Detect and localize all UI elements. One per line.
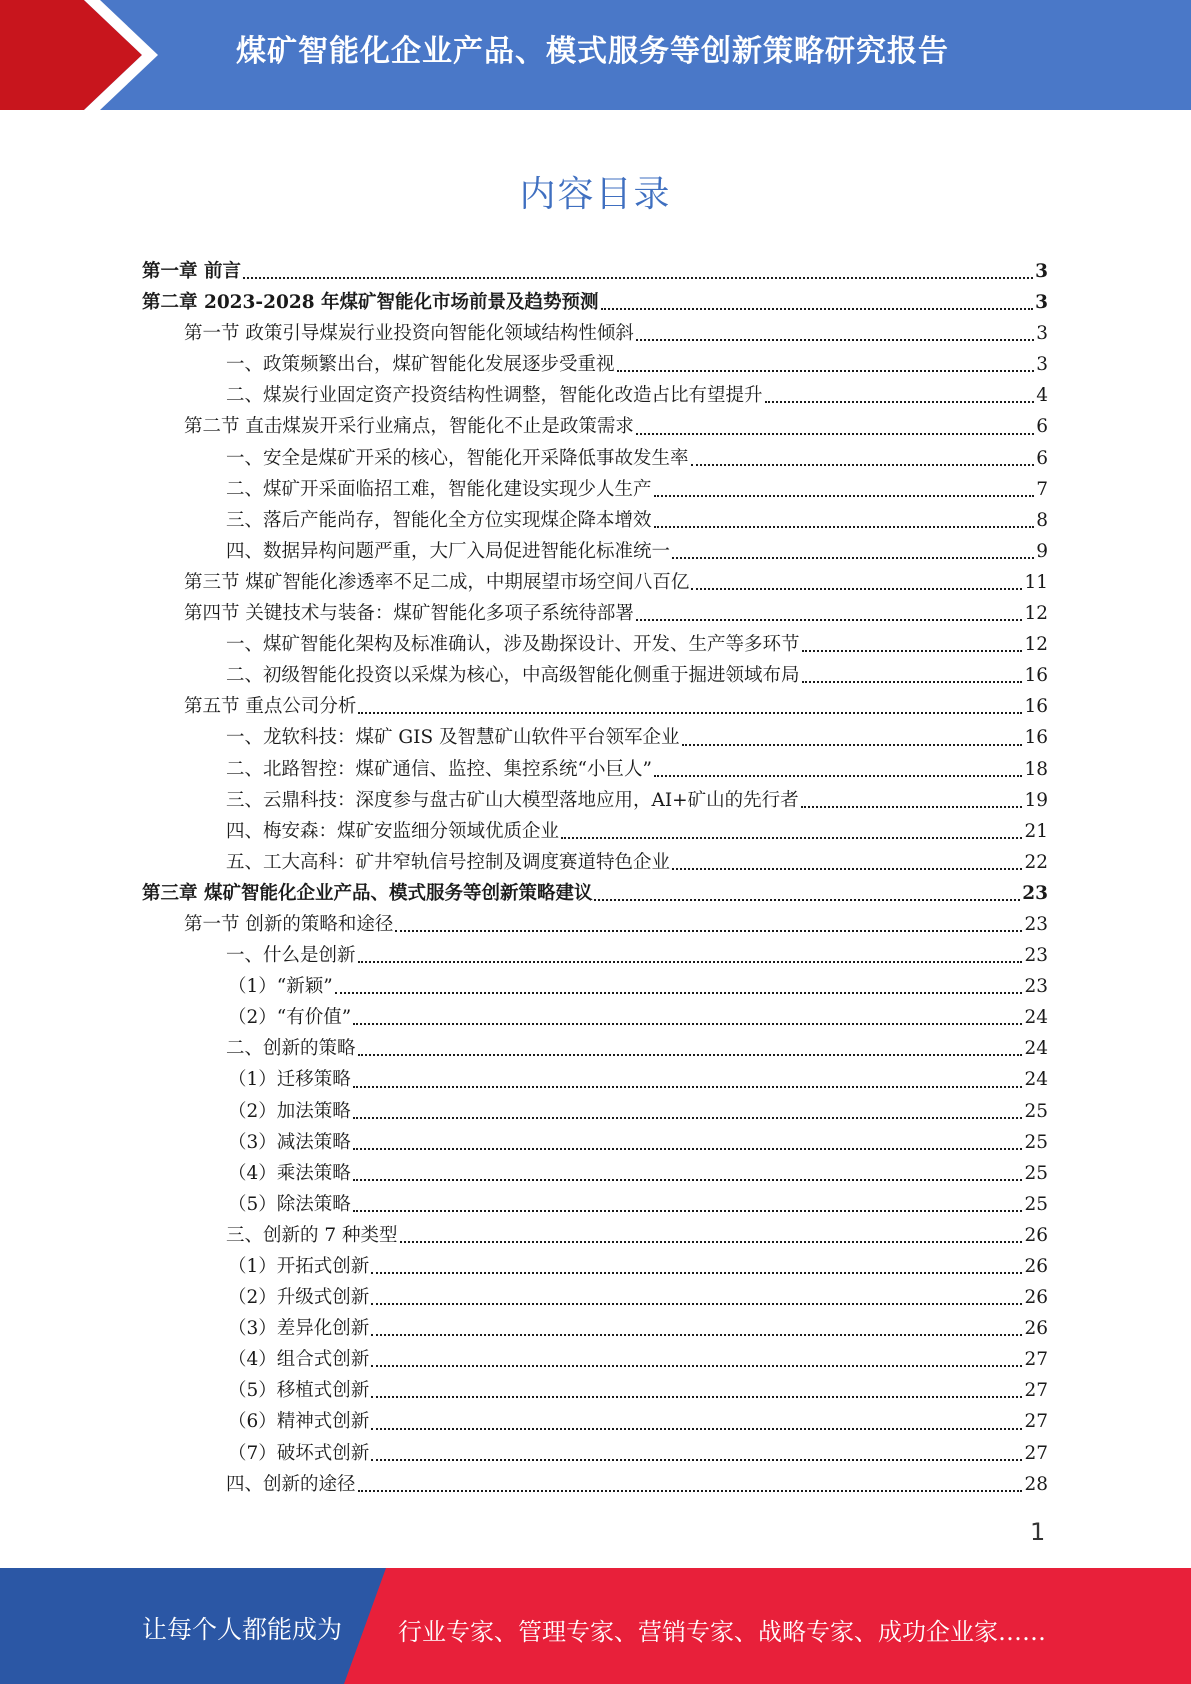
toc-dot-leader [801, 806, 1023, 808]
toc-entry[interactable] [142, 1064, 1048, 1095]
toc-dot-leader [358, 961, 1023, 963]
toc-entry-page: 26 [1024, 1256, 1048, 1277]
toc-entry[interactable] [142, 660, 1048, 691]
toc-entry-title: 第一节 创新的策略和途径 [184, 913, 394, 935]
footer-slogan-right: 行业专家、管理专家、营销专家、战略专家、成功企业家…… [398, 1618, 1046, 1646]
toc-entry-page: 28 [1024, 1473, 1048, 1495]
toc-entry-page: 3 [1036, 354, 1048, 376]
toc-entry-title: 二、北路智控：煤矿通信、监控、集控系统“小巨人” [226, 758, 652, 780]
toc-entry-title: 三、云鼎科技：深度参与盘古矿山大模型落地应用，AI+矿山的先行者 [226, 789, 799, 811]
footer-slogan-left: 让每个人都能成为 [142, 1615, 343, 1644]
toc-entry-page: 24 [1024, 1038, 1048, 1060]
toc-dot-leader [371, 1459, 1022, 1461]
toc-entry[interactable] [142, 940, 1048, 971]
toc-entry-title: 二、煤炭行业固定资产投资结构性调整，智能化改造占比有望提升 [226, 385, 763, 407]
toc-heading: 内容目录 [519, 174, 672, 215]
toc-dot-leader [358, 712, 1022, 714]
toc-entry-page: 25 [1024, 1193, 1048, 1215]
toc-entry[interactable] [142, 1313, 1048, 1344]
toc-entry-title: 三、创新的 7 种类型 [226, 1224, 398, 1246]
toc-dot-leader [353, 1210, 1023, 1212]
toc-entry[interactable] [142, 754, 1048, 785]
toc-dot-leader [395, 930, 1022, 932]
toc-dot-leader [335, 992, 1023, 994]
toc-entry-page: 3 [1035, 292, 1048, 314]
toc-dot-leader [765, 401, 1035, 403]
toc-entry[interactable] [142, 505, 1048, 536]
toc-entry-title: （2）加法策略 [228, 1100, 351, 1122]
toc-entry-page: 27 [1024, 1380, 1048, 1402]
toc-entry[interactable] [142, 256, 1048, 287]
toc-entry[interactable] [142, 1127, 1048, 1158]
toc-entry[interactable] [142, 411, 1048, 442]
toc-entry-page: 18 [1024, 758, 1048, 780]
toc-entry-title: 第四节 关键技术与装备：煤矿智能化多项子系统待部署 [184, 603, 634, 625]
toc-dot-leader [243, 277, 1033, 279]
toc-entry-page: 27 [1024, 1411, 1048, 1433]
toc-entry[interactable] [142, 1375, 1048, 1406]
toc-entry-page: 23 [1022, 882, 1048, 904]
toc-dot-leader [802, 681, 1023, 683]
toc-entry-page: 6 [1036, 416, 1048, 438]
toc-entry-title: 四、梅安森：煤矿安监细分领域优质企业 [226, 820, 560, 842]
toc-dot-leader [691, 464, 1035, 466]
toc-entry-page: 21 [1024, 820, 1048, 842]
toc-entry-page: 23 [1024, 913, 1048, 935]
toc-entry[interactable] [142, 1251, 1048, 1282]
page-footer [0, 1568, 1191, 1684]
toc-dot-leader [654, 526, 1035, 528]
toc-entry[interactable] [142, 847, 1048, 878]
toc-entry[interactable] [142, 909, 1048, 940]
toc-entry[interactable] [142, 691, 1048, 722]
toc-dot-leader [353, 1117, 1023, 1119]
page-header [0, 0, 1191, 110]
toc-entry-title: 二、创新的策略 [226, 1038, 356, 1060]
toc-entry-page: 25 [1024, 1162, 1048, 1184]
toc-dot-leader [636, 433, 1034, 435]
toc-entry-page: 25 [1024, 1131, 1048, 1153]
toc-entry-page: 16 [1024, 727, 1048, 749]
toc-entry-page: 3 [1035, 261, 1048, 282]
toc-entry-title: 一、龙软科技：煤矿 GIS 及智慧矿山软件平台领军企业 [226, 727, 680, 749]
toc-entry-title: （3）减法策略 [228, 1131, 351, 1153]
toc-entry[interactable] [142, 349, 1048, 380]
toc-entry-title: （7）破坏式创新 [228, 1442, 370, 1464]
toc-entry-page: 27 [1024, 1349, 1048, 1371]
toc-entry[interactable] [142, 536, 1048, 567]
toc-entry-title: （1）开拓式创新 [228, 1256, 370, 1277]
toc-dot-leader [601, 308, 1034, 310]
toc-entry-title: 一、政策频繁出台，煤矿智能化发展逐步受重视 [226, 354, 615, 376]
toc-entry[interactable] [142, 318, 1048, 349]
toc-entry[interactable] [142, 1096, 1048, 1127]
toc-dot-leader [561, 837, 1022, 839]
toc-entry-page: 4 [1036, 385, 1048, 407]
table-of-contents [142, 256, 1048, 1500]
toc-entry[interactable] [142, 1158, 1048, 1189]
toc-entry-page: 24 [1024, 1069, 1048, 1091]
toc-entry-title: （1）“新颖” [228, 976, 333, 998]
toc-dot-leader [353, 1148, 1023, 1150]
toc-entry[interactable] [142, 567, 1048, 598]
toc-entry-page: 26 [1024, 1287, 1048, 1309]
toc-entry-page: 12 [1024, 634, 1048, 656]
toc-entry-page: 27 [1024, 1442, 1048, 1464]
toc-entry-title: （4）组合式创新 [228, 1349, 370, 1371]
toc-dot-leader [353, 1086, 1023, 1088]
toc-dot-leader [358, 1054, 1023, 1056]
toc-entry-page: 22 [1024, 851, 1048, 873]
toc-dot-leader [654, 775, 1023, 777]
toc-entry-page: 3 [1036, 323, 1048, 345]
toc-entry-title: 第一节 政策引导煤炭行业投资向智能化领域结构性倾斜 [184, 323, 634, 345]
toc-entry-page: 9 [1036, 540, 1048, 562]
toc-dot-leader [594, 899, 1020, 901]
toc-entry[interactable] [142, 380, 1048, 411]
toc-entry-page: 26 [1024, 1318, 1048, 1340]
toc-entry-page: 24 [1024, 1007, 1048, 1029]
toc-dot-leader [371, 1334, 1022, 1336]
toc-entry[interactable] [142, 598, 1048, 629]
toc-entry[interactable] [142, 722, 1048, 753]
toc-entry-page: 25 [1024, 1100, 1048, 1122]
toc-dot-leader [371, 1365, 1022, 1367]
toc-dot-leader [353, 1179, 1023, 1181]
toc-entry[interactable] [142, 1220, 1048, 1251]
toc-entry-title: 一、安全是煤矿开采的核心，智能化开采降低事故发生率 [226, 447, 689, 469]
report-title: 煤矿智能化企业产品、模式服务等创新策略研究报告 [236, 34, 949, 69]
toc-dot-leader [353, 1023, 1022, 1025]
toc-entry[interactable] [142, 1344, 1048, 1375]
toc-entry-title: 二、煤矿开采面临招工难，智能化建设实现少人生产 [226, 478, 652, 500]
toc-entry-title: 四、创新的途径 [226, 1473, 356, 1495]
toc-dot-leader [672, 868, 1022, 870]
toc-entry-title: （5）除法策略 [228, 1193, 351, 1215]
toc-entry-page: 23 [1024, 945, 1048, 967]
toc-entry-title: 五、工大高科：矿井窄轨信号控制及调度赛道特色企业 [226, 851, 671, 873]
toc-entry[interactable] [142, 878, 1048, 909]
toc-dot-leader [371, 1428, 1022, 1430]
toc-entry[interactable] [142, 1406, 1048, 1437]
toc-entry-title: （1）迁移策略 [228, 1069, 351, 1091]
toc-entry-title: 一、煤矿智能化架构及标准确认，涉及勘探设计、开发、生产等多环节 [226, 634, 800, 656]
toc-entry-title: （4）乘法策略 [228, 1162, 351, 1184]
toc-entry[interactable] [142, 1282, 1048, 1313]
toc-entry-page: 16 [1024, 696, 1048, 718]
toc-entry[interactable] [142, 443, 1048, 474]
toc-entry-title: 第五节 重点公司分析 [184, 696, 357, 718]
toc-dot-leader [636, 339, 1034, 341]
toc-entry-title: 二、初级智能化投资以采煤为核心，中高级智能化侧重于掘进领域布局 [226, 665, 800, 687]
toc-entry-title: 第三节 煤矿智能化渗透率不足二成，中期展望市场空间八百亿 [184, 571, 690, 593]
toc-entry[interactable] [142, 971, 1048, 1002]
toc-entry-page: 8 [1036, 509, 1048, 531]
toc-dot-leader [358, 1490, 1023, 1492]
toc-entry[interactable] [142, 1469, 1048, 1500]
toc-entry-page: 7 [1036, 478, 1048, 500]
toc-entry[interactable] [142, 785, 1048, 816]
toc-dot-leader [654, 495, 1035, 497]
toc-dot-leader [371, 1396, 1022, 1398]
toc-entry[interactable] [142, 816, 1048, 847]
toc-entry-title: 一、什么是创新 [226, 945, 356, 967]
toc-entry[interactable] [142, 1033, 1048, 1064]
toc-entry-page: 23 [1024, 976, 1048, 998]
toc-dot-leader [802, 650, 1023, 652]
toc-entry[interactable] [142, 1002, 1048, 1033]
toc-entry-title: （6）精神式创新 [228, 1411, 370, 1433]
toc-entry-title: 三、落后产能尚存，智能化全方位实现煤企降本增效 [226, 509, 652, 531]
toc-entry-title: （5）移植式创新 [228, 1380, 370, 1402]
toc-dot-leader [617, 370, 1035, 372]
toc-dot-leader [691, 588, 1022, 590]
toc-entry-title: （3）差异化创新 [228, 1318, 370, 1340]
toc-entry-page: 12 [1024, 603, 1048, 625]
toc-entry-page: 26 [1024, 1224, 1048, 1246]
toc-dot-leader [682, 744, 1023, 746]
toc-entry-title: 第三章 煤矿智能化企业产品、模式服务等创新策略建议 [142, 882, 593, 904]
toc-entry-title: 第一章 前言 [142, 261, 241, 282]
toc-entry[interactable] [142, 1438, 1048, 1469]
toc-dot-leader [672, 557, 1034, 559]
toc-dot-leader [400, 1241, 1023, 1243]
toc-entry-title: （2）“有价值” [228, 1007, 352, 1029]
toc-entry-title: （2）升级式创新 [228, 1287, 370, 1309]
toc-entry[interactable] [142, 629, 1048, 660]
toc-entry-page: 6 [1036, 447, 1048, 469]
toc-entry-page: 11 [1024, 571, 1048, 593]
toc-entry-title: 四、数据异构问题严重，大厂入局促进智能化标准统一 [226, 540, 671, 562]
toc-entry[interactable] [142, 287, 1048, 318]
toc-entry-page: 16 [1024, 665, 1048, 687]
toc-dot-leader [371, 1303, 1022, 1305]
toc-dot-leader [636, 619, 1023, 621]
toc-dot-leader [371, 1272, 1022, 1274]
toc-entry-title: 第二章 2023-2028 年煤矿智能化市场前景及趋势预测 [142, 292, 599, 314]
toc-entry[interactable] [142, 474, 1048, 505]
toc-entry-title: 第二节 直击煤炭开采行业痛点，智能化不止是政策需求 [184, 416, 634, 438]
page-number: 1 [1030, 1518, 1046, 1546]
toc-entry[interactable] [142, 1189, 1048, 1220]
toc-entry-page: 19 [1024, 789, 1048, 811]
